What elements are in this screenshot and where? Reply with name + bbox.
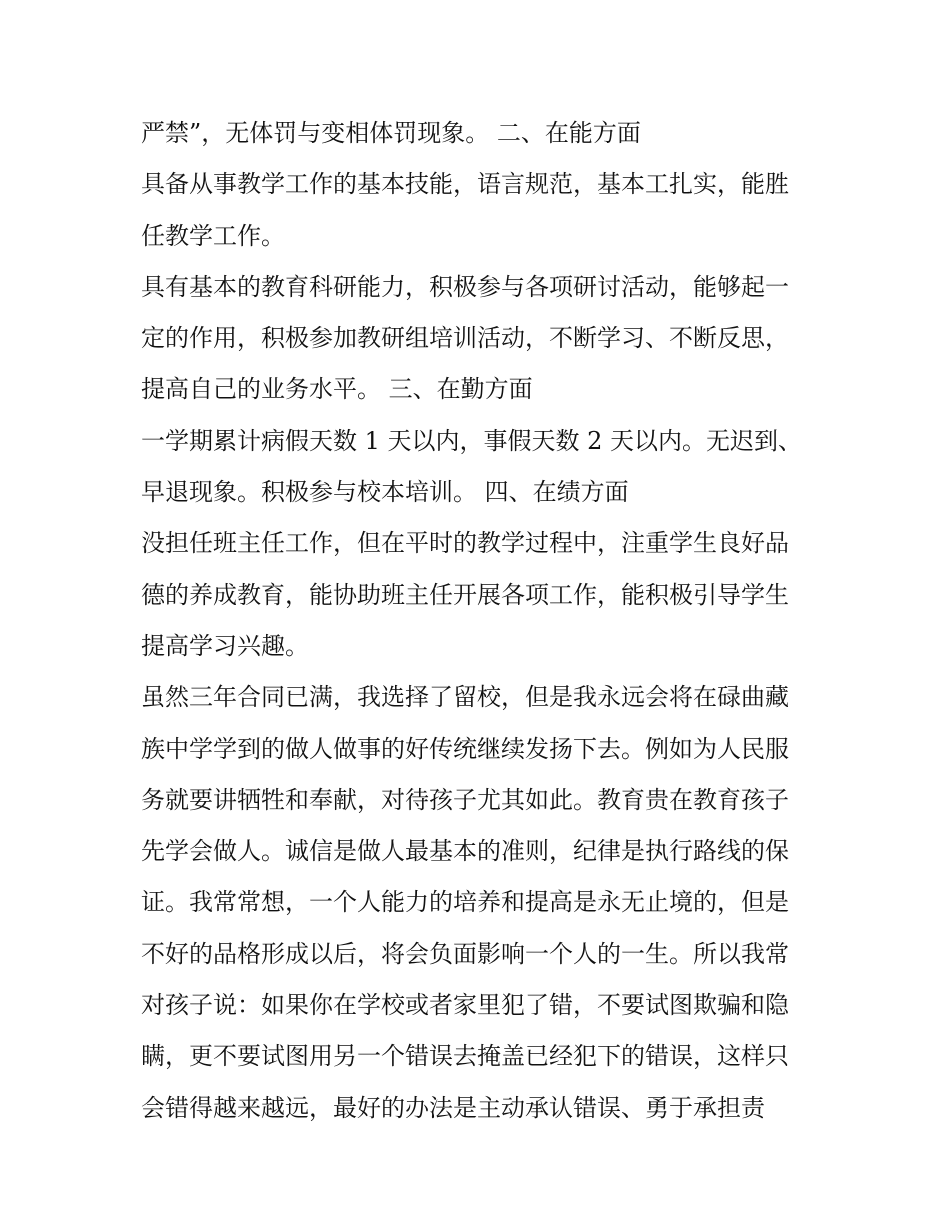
text-line: 提高学习兴趣。: [141, 631, 309, 660]
text-line: 具备从事教学工作的基本技能，语言规范，基本工扎实，能胜: [141, 170, 789, 199]
text-line: 证。我常常想，一个人能力的培养和提高是永无止境的，但是: [141, 888, 789, 917]
text-line: 对孩子说：如果你在学校或者家里犯了错，不要试图欺骗和隐: [141, 991, 789, 1020]
text-line: 瞒，更不要试图用另一个错误去掩盖已经犯下的错误，这样只: [141, 1042, 789, 1071]
text-line: 具有基本的教育科研能力，积极参与各项研讨活动，能够起一: [141, 272, 789, 301]
text-line: 没担任班主任工作，但在平时的教学过程中，注重学生良好品: [141, 529, 789, 558]
text-line: 虽然三年合同已满，我选择了留校，但是我永远会将在碌曲藏: [141, 683, 789, 712]
text-line: 会错得越来越远，最好的办法是主动承认错误、勇于承担责: [141, 1093, 765, 1122]
document-body: [141, 108, 821, 1134]
text-line: 德的养成教育，能协助班主任开展各项工作，能积极引导学生: [141, 580, 789, 609]
text-line: 定的作用，积极参加教研组培训活动，不断学习、不断反思，: [141, 324, 789, 353]
text-line: 严禁”，无体罚与变相体罚现象。 二、在能方面: [141, 119, 641, 147]
text-line: 族中学学到的做人做事的好传统继续发扬下去。例如为人民服: [141, 734, 789, 763]
text-line: 不好的品格形成以后，将会负面影响一个人的一生。所以我常: [141, 939, 789, 968]
text-line: 务就要讲牺牲和奉献，对待孩子尤其如此。教育贵在教育孩子: [141, 785, 789, 814]
text-line: 早退现象。积极参与校本培训。 四、在绩方面: [141, 478, 629, 507]
text-line: 提高自己的业务水平。 三、在勤方面: [141, 375, 533, 404]
text-line: 先学会做人。诚信是做人最基本的准则，纪律是执行路线的保: [141, 837, 789, 866]
text-line: 一学期累计病假天数 1 天以内，事假天数 2 天以内。无迟到、: [141, 426, 803, 455]
text-line: 任教学工作。: [141, 221, 285, 250]
